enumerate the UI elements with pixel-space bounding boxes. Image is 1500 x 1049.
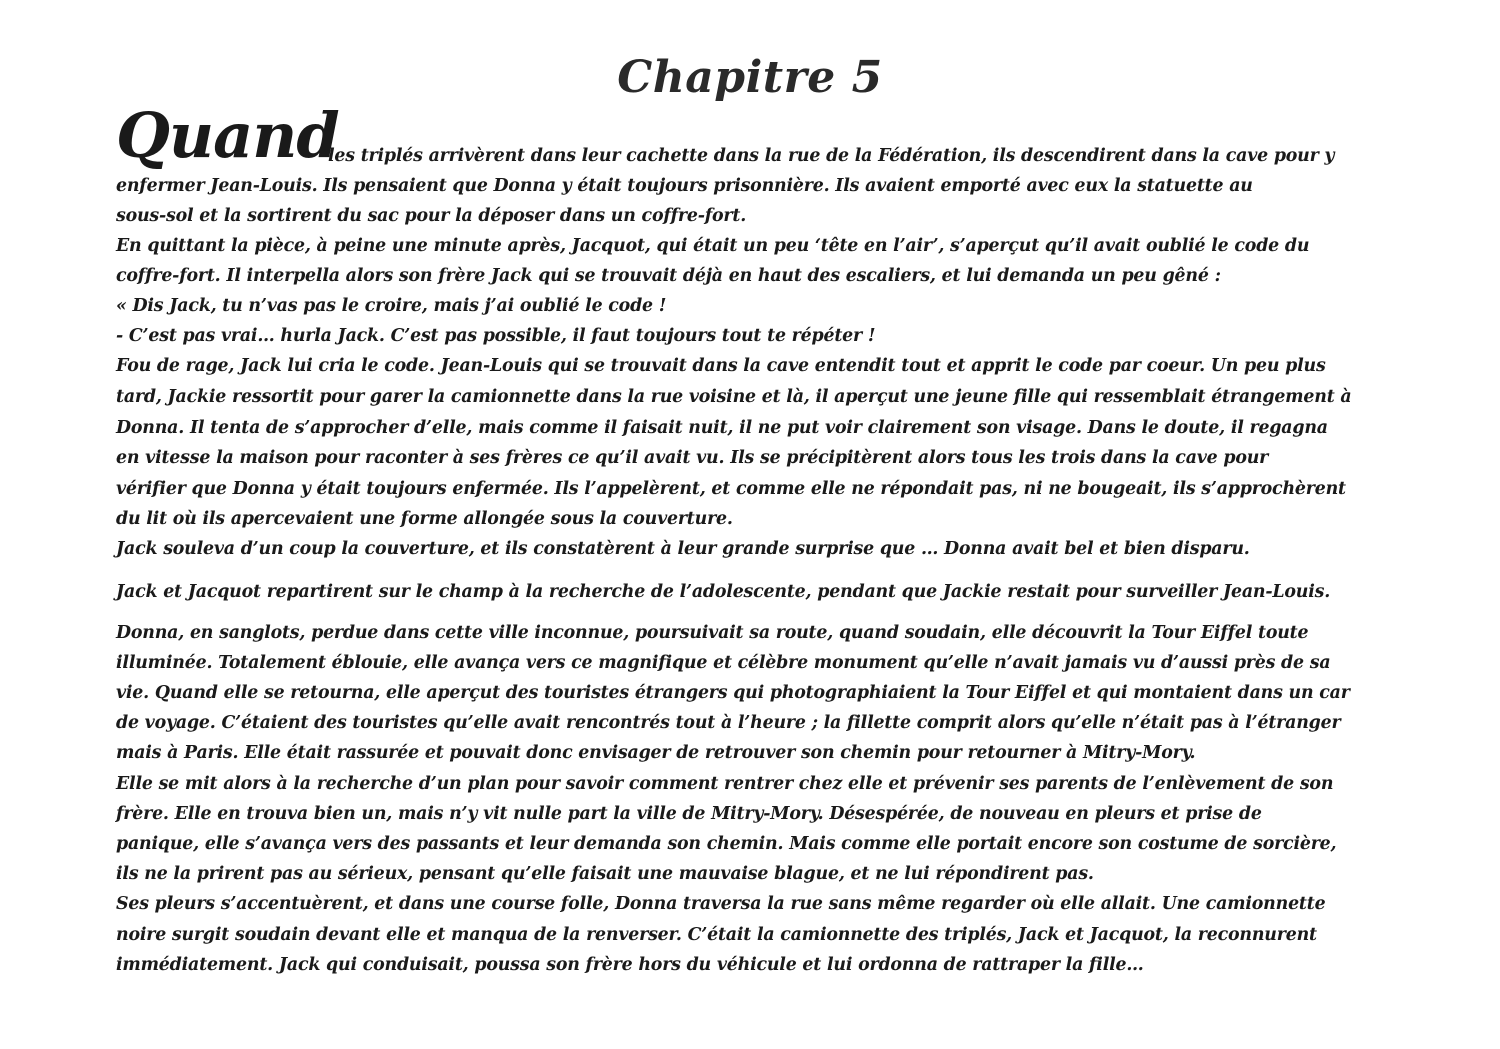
text-line: les triplés arrivèrent dans leur cachette dans la rue de la Fédération, ils descendirent dans la cave pour y [328, 146, 1335, 166]
text-line: vie. Quand elle se retourna, elle aperçut des touristes étrangers qui photographiaient la Tour Eiffel et qui montaient dans un car [116, 683, 1350, 703]
text-line: immédiatement. Jack qui conduisait, poussa son frère hors du véhicule et lui ordonna de rattraper la fille… [116, 955, 1144, 975]
text-line: Jack souleva d’un coup la couverture, et ils constatèrent à leur grande surprise que … Donna avait bel et bien disparu. [116, 539, 1250, 559]
text-line: coffre-fort. Il interpella alors son frère Jack qui se trouvait déjà en haut des escaliers, et lui demanda un peu gêné : [116, 266, 1221, 286]
text-line: enfermer Jean-Louis. Ils pensaient que Donna y était toujours prisonnière. Ils avaient emporté avec eux la statuette au [116, 176, 1253, 196]
text-line: de voyage. C’étaient des touristes qu’elle avait rencontrés tout à l’heure ; la fillette comprit alors qu’elle n’était pas à l’étranger [116, 713, 1341, 733]
text-line: - C’est pas vrai… hurla Jack. C’est pas possible, il faut toujours tout te répéter ! [116, 326, 876, 346]
text-line: tard, Jackie ressortit pour garer la camionnette dans la rue voisine et là, il aperçut une jeune fille qui ressemblait étrangement à [116, 387, 1352, 407]
text-line: Jack et Jacquot repartirent sur le champ à la recherche de l’adolescente, pendant que Jackie restait pour surveiller Jean-Louis. [116, 582, 1331, 602]
text-line: panique, elle s’avança vers des passants et leur demanda son chemin. Mais comme elle portait encore son costume de sorcière, [116, 834, 1337, 854]
text-line: Donna. Il tenta de s’approcher d’elle, mais comme il faisait nuit, il ne put voir clairement son visage. Dans le doute, il regagna [116, 418, 1328, 438]
text-line: « Dis Jack, tu n’vas pas le croire, mais j’ai oublié le code ! [116, 296, 667, 316]
text-line: Donna, en sanglots, perdue dans cette ville inconnue, poursuivait sa route, quand soudain, elle découvrit la Tour Eiffel toute [116, 623, 1309, 643]
text-line: sous-sol et la sortirent du sac pour la déposer dans un coffre-fort. [116, 206, 747, 226]
text-line: Elle se mit alors à la recherche d’un plan pour savoir comment rentrer chez elle et prévenir ses parents de l’enlèvement de son [116, 774, 1334, 794]
text-line: illuminée. Totalement éblouie, elle avança vers ce magnifique et célèbre monument qu’elle n’avait jamais vu d’aussi près de sa [116, 653, 1331, 673]
chapter-title: Chapitre 5 [617, 52, 883, 103]
text-line: frère. Elle en trouva bien un, mais n’y vit nulle part la ville de Mitry-Mory. Désespérée, de nouveau en pleurs et prise de [116, 804, 1262, 824]
text-line: Fou de rage, Jack lui cria le code. Jean-Louis qui se trouvait dans la cave entendit tout et apprit le code par coeur. Un peu plus [116, 356, 1326, 376]
text-line: En quittant la pièce, à peine une minute après, Jacquot, qui était un peu ‘tête en l’air’, s’aperçut qu’il avait oublié le code du [116, 236, 1310, 256]
text-line: noire surgit soudain devant elle et manqua de la renverser. C’était la camionnette des triplés, Jack et Jacquot, la reconnurent [116, 925, 1317, 945]
text-line: mais à Paris. Elle était rassurée et pouvait donc envisager de retrouver son chemin pour retourner à Mitry-Mory. [116, 743, 1196, 763]
text-line: Ses pleurs s’accentuèrent, et dans une course folle, Donna traversa la rue sans même regarder où elle allait. Une camionnette [116, 894, 1326, 914]
text-line: vérifier que Donna y était toujours enfermée. Ils l’appelèrent, et comme elle ne répondait pas, ni ne bougeait, ils s’approchèrent [116, 479, 1346, 499]
text-line: ils ne la prirent pas au sérieux, pensant qu’elle faisait une mauvaise blague, et ne lui répondirent pas. [116, 864, 1094, 884]
drop-cap-word: Quand [116, 99, 339, 172]
text-line: du lit où ils apercevaient une forme allongée sous la couverture. [116, 509, 733, 529]
text-line: en vitesse la maison pour raconter à ses frères ce qu’il avait vu. Ils se précipitèrent alors tous les trois dans la cave pour [116, 448, 1269, 468]
